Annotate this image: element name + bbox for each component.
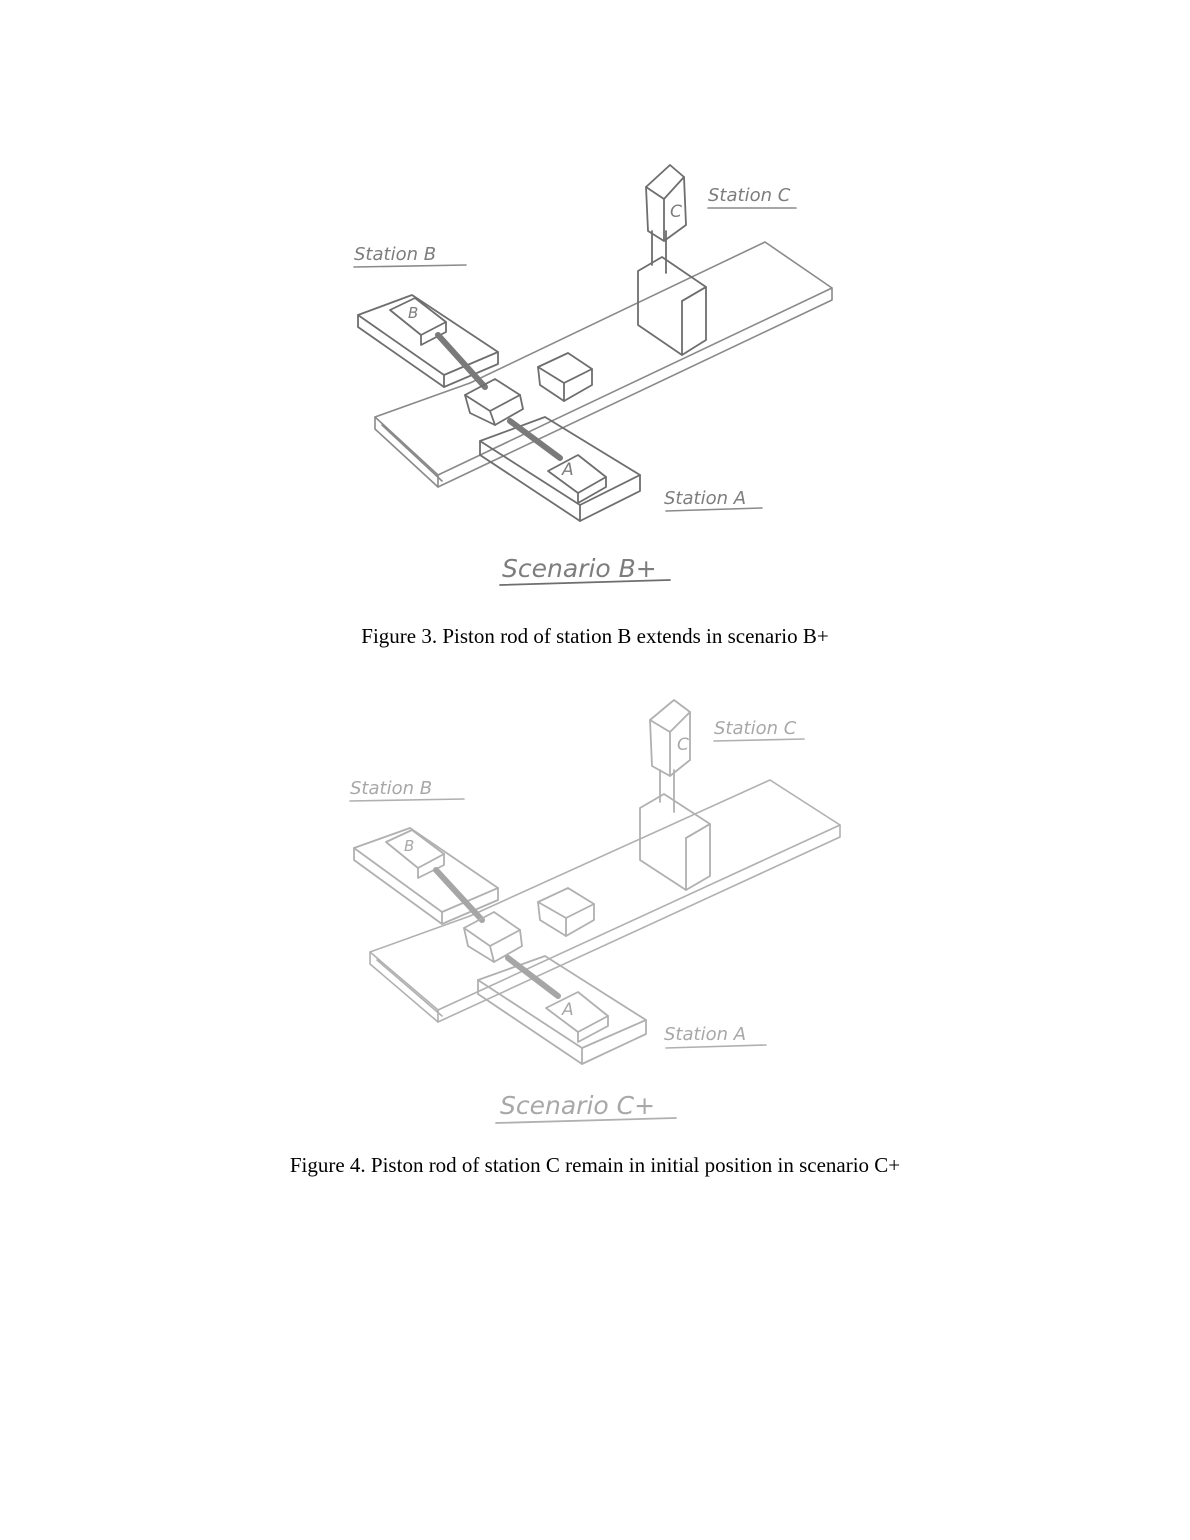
figure-3-sketch bbox=[330, 155, 850, 595]
conveyor-belt bbox=[375, 242, 832, 487]
box-b-letter: B bbox=[408, 304, 419, 322]
conveyor-sketch bbox=[330, 690, 850, 1132]
piston-rod-a bbox=[508, 958, 558, 996]
box-a-letter: A bbox=[562, 460, 574, 480]
box-c-letter: C bbox=[670, 202, 682, 222]
conveyor-sketch bbox=[330, 155, 850, 595]
workpiece-box-center bbox=[464, 912, 522, 962]
station-c-label: Station C bbox=[708, 185, 791, 206]
station-a-underline bbox=[666, 1045, 766, 1048]
scenario-label: Scenario B+ bbox=[502, 554, 657, 583]
box-a-letter: A bbox=[562, 1000, 574, 1020]
station-c-label: Station C bbox=[714, 718, 797, 739]
station-a-platform bbox=[480, 417, 640, 521]
station-b-underline bbox=[350, 799, 464, 801]
station-b-underline bbox=[354, 265, 466, 267]
scenario-label: Scenario C+ bbox=[500, 1091, 656, 1120]
figure-4-caption: Figure 4. Piston rod of station C remain in initial position in scenario C+ bbox=[289, 1153, 901, 1177]
box-c-letter: C bbox=[677, 735, 689, 755]
station-b-label: Station B bbox=[350, 778, 433, 799]
conveyor-belt bbox=[370, 780, 840, 1022]
workpiece-box-center bbox=[465, 379, 523, 425]
figure-3-caption: Figure 3. Piston rod of station B extends in scenario B+ bbox=[361, 624, 829, 648]
workpiece-box-right bbox=[538, 353, 592, 401]
station-b-label: Station B bbox=[354, 244, 437, 265]
station-c-underline bbox=[714, 739, 804, 741]
station-b-platform bbox=[358, 295, 498, 387]
station-a-label: Station A bbox=[664, 488, 747, 509]
box-b-letter: B bbox=[404, 837, 415, 855]
figure-4-sketch bbox=[330, 690, 850, 1132]
workpiece-box-right bbox=[538, 888, 594, 936]
piston-rod-a bbox=[510, 421, 560, 458]
station-c-unit bbox=[640, 700, 710, 890]
station-a-label: Station A bbox=[664, 1024, 747, 1045]
station-c-unit bbox=[638, 165, 706, 355]
